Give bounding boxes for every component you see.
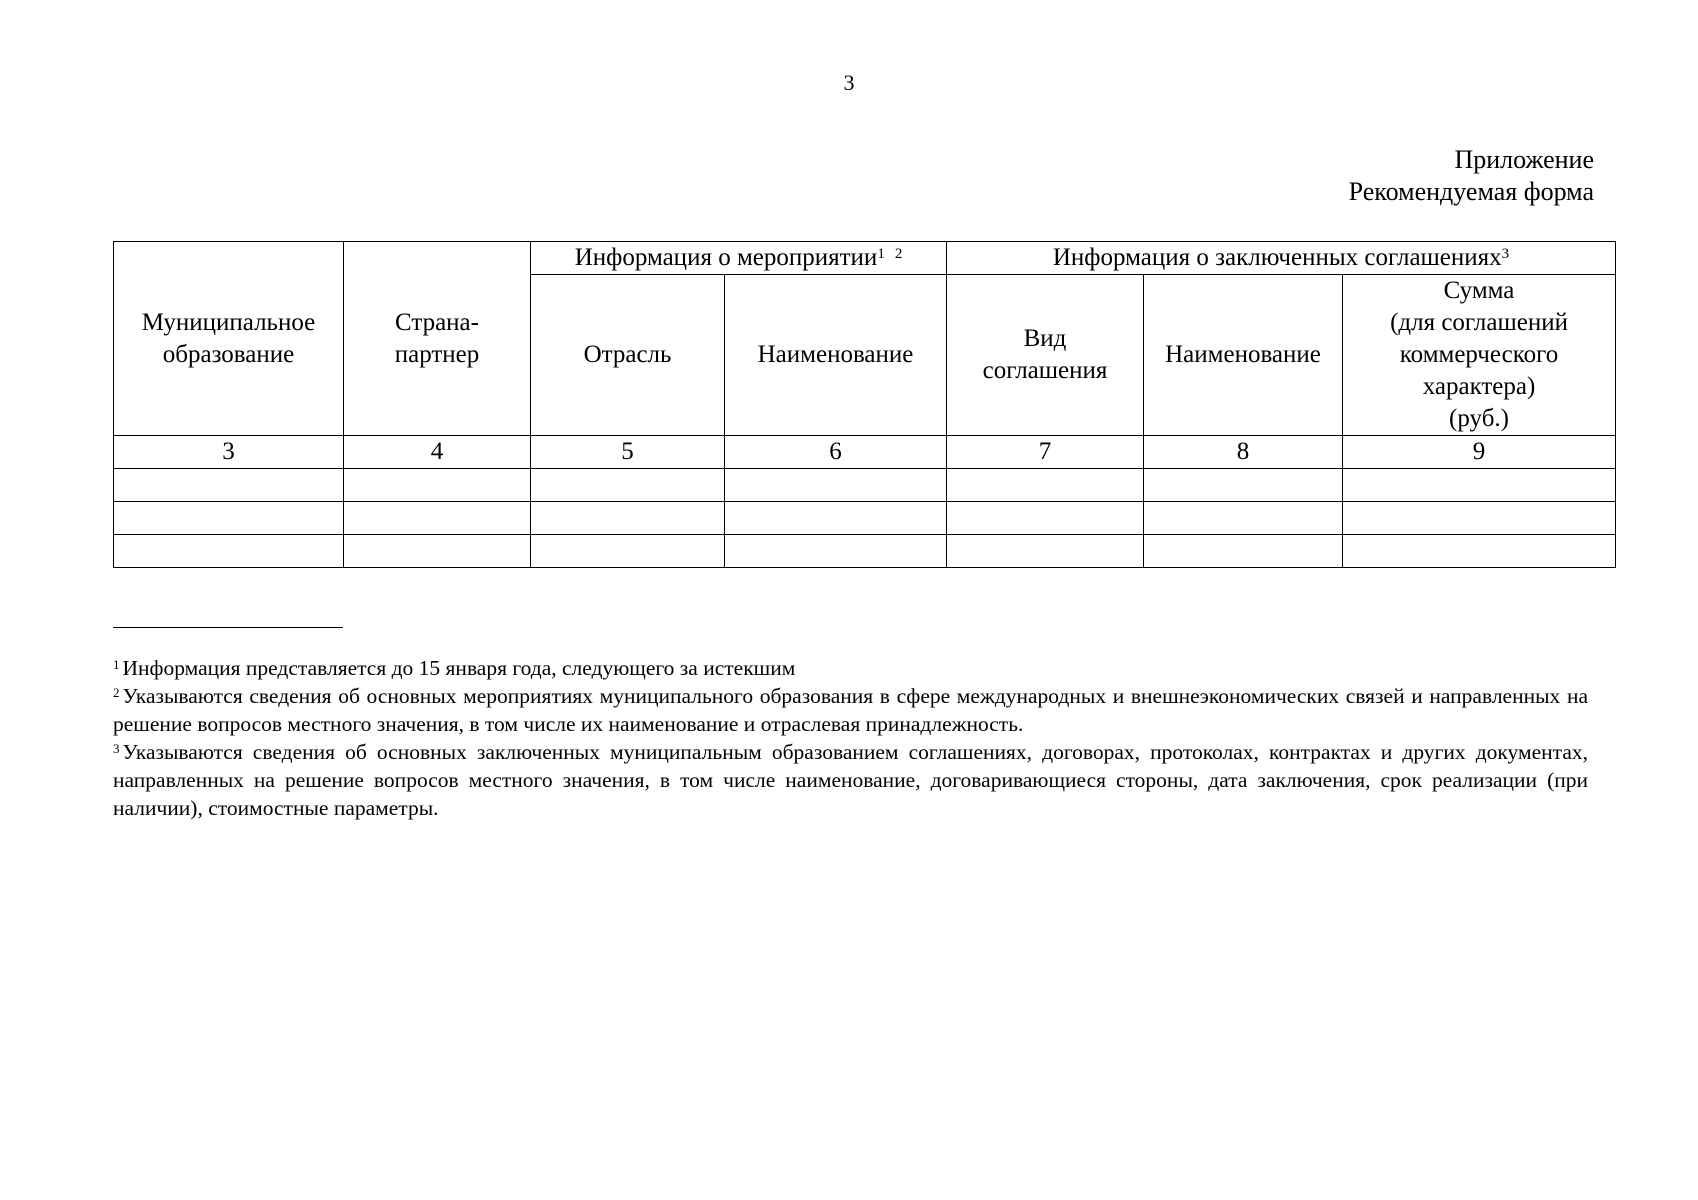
header-agreement-name-text: Наименование: [1165, 341, 1321, 368]
table-cell[interactable]: [1144, 469, 1343, 502]
column-number: 3: [114, 436, 344, 469]
footnote-text: Информация представляется до 15 января года, следующего за истекшим: [122, 656, 796, 680]
footnote-mark: 2: [113, 685, 120, 700]
table-cell[interactable]: [725, 535, 947, 568]
column-number: 6: [725, 436, 947, 469]
table-cell[interactable]: [531, 535, 725, 568]
table-cell[interactable]: [1343, 535, 1616, 568]
column-number: 9: [1343, 436, 1616, 469]
footnote-text: Указываются сведения об основных мероприятиях муниципального образования в сфере международных и внешнеэкономических связей и направленных на решение вопросов местного значения, в том числе их наименование и отраслевая принадлежность.: [113, 684, 1588, 736]
header-event-name-text: Наименование: [757, 341, 914, 368]
table-cell[interactable]: [725, 469, 947, 502]
header-partner-country-text: Страна- партнер: [394, 308, 480, 368]
header-industry: [531, 275, 725, 436]
header-agreement-type-text: Вид соглашения: [982, 325, 1108, 384]
table-row: [114, 502, 1616, 535]
header-agreements-info-text: Информация о заключенных соглашениях: [1052, 244, 1502, 271]
header-agreement-name: [1144, 275, 1343, 436]
footnotes: [113, 654, 1588, 822]
table-cell[interactable]: [114, 502, 344, 535]
table-row: [114, 535, 1616, 568]
table-cell[interactable]: [1144, 535, 1343, 568]
table-cell[interactable]: [344, 469, 531, 502]
table-cell[interactable]: [344, 502, 531, 535]
recommended-form-table: [113, 241, 1616, 568]
header-industry-text: Отрасль: [583, 341, 672, 368]
column-number: 8: [1144, 436, 1343, 469]
column-number: 4: [344, 436, 531, 469]
header-event-info-text: Информация о мероприятии: [574, 244, 878, 271]
footnote-ref-1: 1: [877, 246, 885, 262]
table-cell[interactable]: [114, 469, 344, 502]
table-cell[interactable]: [531, 469, 725, 502]
header-amount: [1343, 275, 1616, 436]
appendix-header: [1349, 144, 1594, 208]
header-agreement-type: [947, 275, 1144, 436]
header-partner-country: [344, 242, 531, 436]
footnote-ref-2: 2: [894, 246, 903, 262]
footnote-ref-3: 3: [1501, 246, 1510, 262]
footnote-mark: 1: [113, 657, 120, 672]
footnote-2: [113, 682, 1588, 738]
table-cell[interactable]: [114, 535, 344, 568]
table-cell[interactable]: [947, 469, 1144, 502]
header-event-info: [531, 242, 947, 275]
column-number: 5: [531, 436, 725, 469]
column-numbers-row: [114, 436, 1616, 469]
header-event-name: [725, 275, 947, 436]
footnote-separator: [113, 627, 343, 628]
appendix-subtitle: Рекомендуемая форма: [1348, 177, 1594, 206]
header-municipality-text: Муниципальное образование: [141, 308, 316, 368]
table-cell[interactable]: [1343, 469, 1616, 502]
table-row: [114, 469, 1616, 502]
table-cell[interactable]: [725, 502, 947, 535]
table-cell[interactable]: [947, 502, 1144, 535]
column-number: 7: [947, 436, 1144, 469]
table-cell[interactable]: [1144, 502, 1343, 535]
header-agreements-info: [947, 242, 1616, 275]
footnote-text: Указываются сведения об основных заключенных муниципальным образованием соглашениях, договорах, протоколах, контрактах и других документах, направленных на решение вопросов местного значения, в том числе наименование, договаривающиеся стороны, дата заключения, срок реализации (при наличии), стоимостные параметры.: [113, 740, 1588, 820]
appendix-title: Приложение: [1454, 145, 1594, 174]
table-cell[interactable]: [947, 535, 1144, 568]
table-cell[interactable]: [531, 502, 725, 535]
footnote-3: [113, 738, 1588, 822]
footnote-1: [113, 654, 1588, 682]
footnote-refs-1-2: [877, 244, 902, 271]
table-cell[interactable]: [1343, 502, 1616, 535]
page-number: 3: [843, 70, 855, 95]
header-municipality: [114, 242, 344, 436]
footnote-mark: 3: [113, 741, 120, 756]
header-amount-text: Сумма (для соглашений коммерческого характера) (руб.): [1390, 277, 1568, 432]
table-cell[interactable]: [344, 535, 531, 568]
